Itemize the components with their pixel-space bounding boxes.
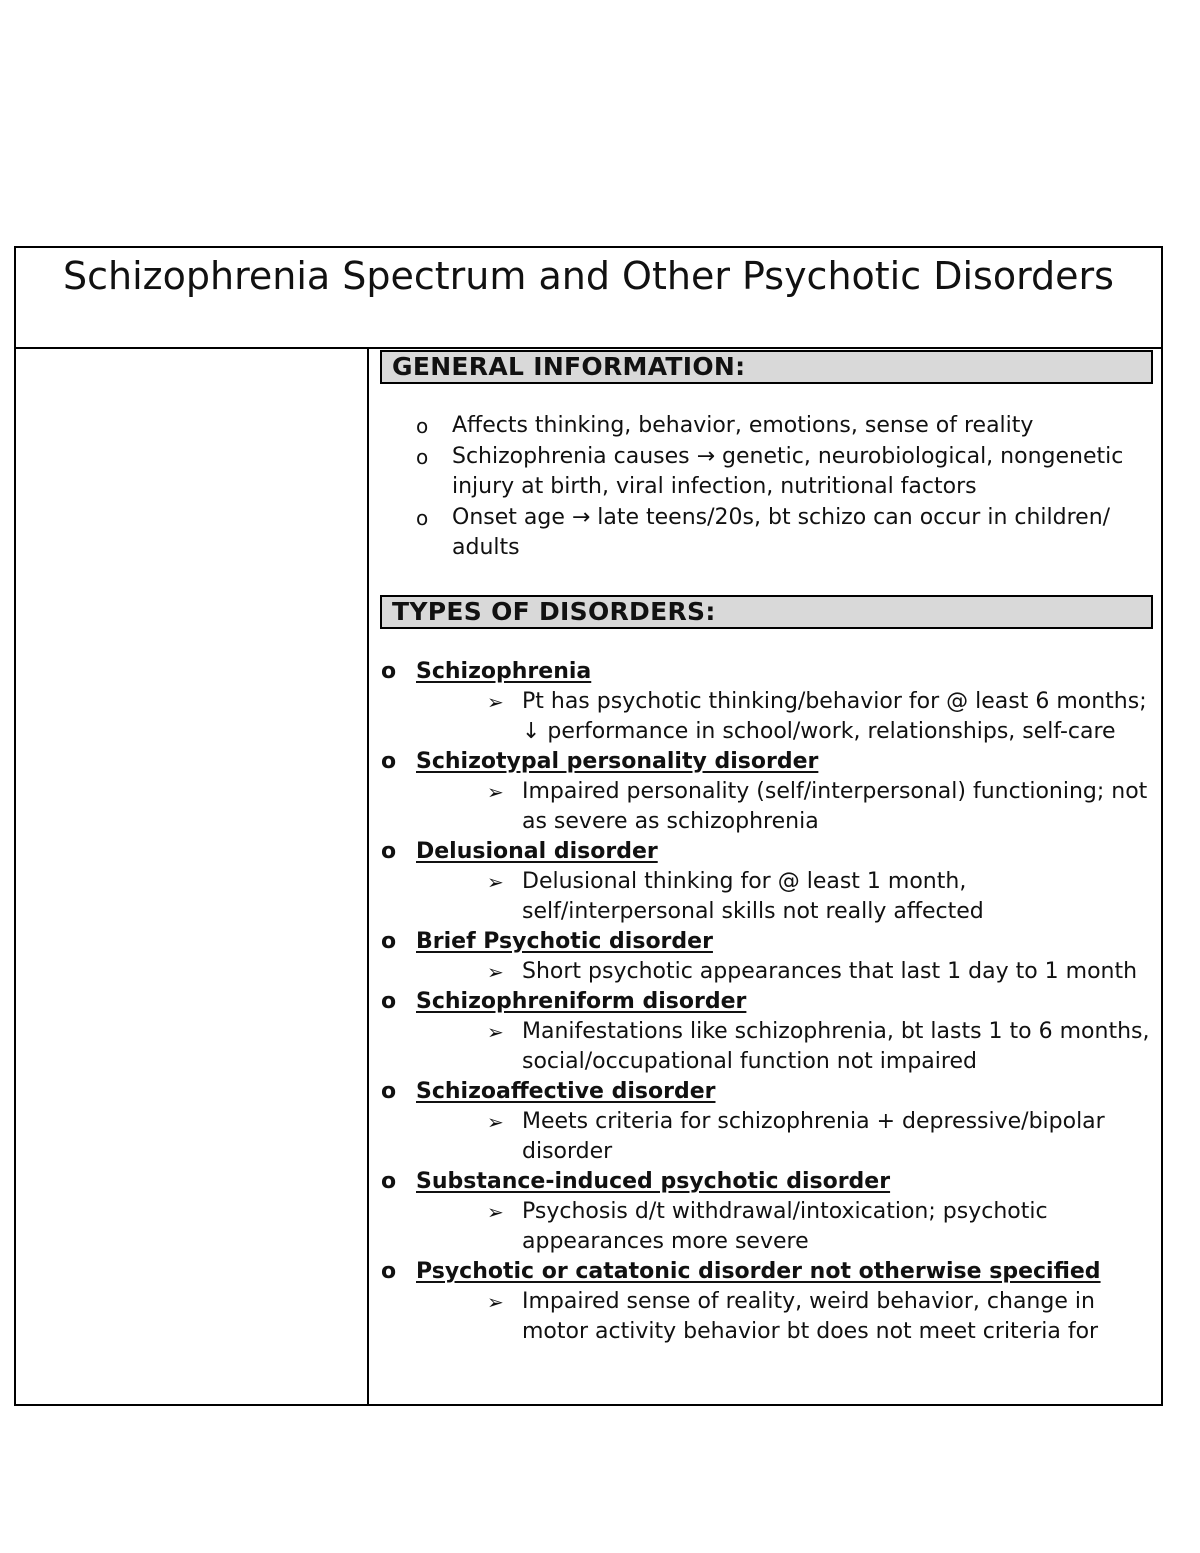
disorder-item	[369, 657, 1161, 747]
disorder-description: Short psychotic appearances that last 1 day to 1 month	[522, 959, 1138, 984]
circle-bullet-icon: o	[416, 505, 429, 530]
arrowhead-bullet-icon: ➢	[487, 690, 504, 714]
disorder-description: Meets criteria for schizophrenia + depressive/bipolar disorder	[522, 1109, 1105, 1164]
info-text: Affects thinking, behavior, emotions, sense of reality	[452, 413, 1034, 438]
document-title: Schizophrenia Spectrum and Other Psychotic Disorders	[16, 248, 1161, 349]
disorder-item	[369, 1257, 1161, 1347]
content-column	[369, 349, 1161, 1404]
disorder-name: Schizotypal personality disorder	[416, 749, 819, 774]
circle-bullet-icon: o	[381, 989, 397, 1014]
disorder-name: Schizophreniform disorder	[416, 989, 747, 1014]
general-information-header: GENERAL INFORMATION:	[380, 350, 1153, 384]
disorder-name: Schizoaffective disorder	[416, 1079, 716, 1104]
circle-bullet-icon: o	[381, 659, 397, 684]
arrowhead-bullet-icon: ➢	[487, 1020, 504, 1044]
list-item	[369, 503, 1159, 564]
circle-bullet-icon: o	[416, 444, 429, 469]
disorder-item	[369, 1167, 1161, 1257]
disorder-description: Pt has psychotic thinking/behavior for @ least 6 months; ↓ performance in school/work, relationships, self-care	[522, 689, 1147, 744]
circle-bullet-icon: o	[416, 414, 429, 438]
list-item	[369, 442, 1159, 503]
disorder-item	[369, 927, 1161, 987]
arrowhead-bullet-icon: ➢	[487, 960, 504, 984]
left-column-empty	[16, 349, 369, 1404]
disorder-description: Manifestations like schizophrenia, bt lasts 1 to 6 months, social/occupational function not impaired	[522, 1019, 1150, 1074]
general-information-list	[369, 411, 1159, 564]
disorder-description: Delusional thinking for @ least 1 month, self/interpersonal skills not really affected	[522, 869, 984, 924]
info-text: Onset age → late teens/20s, bt schizo can occur in children/ adults	[452, 504, 1111, 560]
circle-bullet-icon: o	[381, 1259, 397, 1284]
disorder-name: Substance-induced psychotic disorder	[416, 1169, 891, 1194]
disorder-name: Schizophrenia	[416, 659, 592, 684]
disorder-item	[369, 747, 1161, 837]
disorder-description: Psychosis d/t withdrawal/intoxication; psychotic appearances more severe	[522, 1199, 1048, 1254]
circle-bullet-icon: o	[381, 929, 397, 954]
document-table	[14, 246, 1163, 1406]
disorder-name: Brief Psychotic disorder	[416, 929, 713, 954]
list-item	[369, 411, 1159, 442]
disorder-description: Impaired sense of reality, weird behavior, change in motor activity behavior bt does not meet criteria for	[522, 1289, 1099, 1344]
arrowhead-bullet-icon: ➢	[487, 780, 504, 804]
circle-bullet-icon: o	[381, 1079, 397, 1104]
disorder-item	[369, 837, 1161, 927]
arrowhead-bullet-icon: ➢	[487, 1290, 504, 1314]
types-of-disorders-header: TYPES OF DISORDERS:	[380, 595, 1153, 629]
circle-bullet-icon: o	[381, 749, 397, 774]
disorder-description: Impaired personality (self/interpersonal) functioning; not as severe as schizophrenia	[522, 779, 1148, 834]
arrowhead-bullet-icon: ➢	[487, 1110, 504, 1134]
types-of-disorders-list	[369, 657, 1161, 1347]
disorder-name: Psychotic or catatonic disorder not otherwise specified	[416, 1259, 1101, 1284]
info-text: Schizophrenia causes → genetic, neurobiological, nongenetic injury at birth, viral infection, nutritional factors	[452, 443, 1124, 499]
circle-bullet-icon: o	[381, 839, 397, 864]
circle-bullet-icon: o	[381, 1169, 397, 1194]
disorder-item	[369, 987, 1161, 1077]
arrowhead-bullet-icon: ➢	[487, 870, 504, 894]
disorder-item	[369, 1077, 1161, 1167]
disorder-name: Delusional disorder	[416, 839, 658, 864]
arrowhead-bullet-icon: ➢	[487, 1200, 504, 1224]
